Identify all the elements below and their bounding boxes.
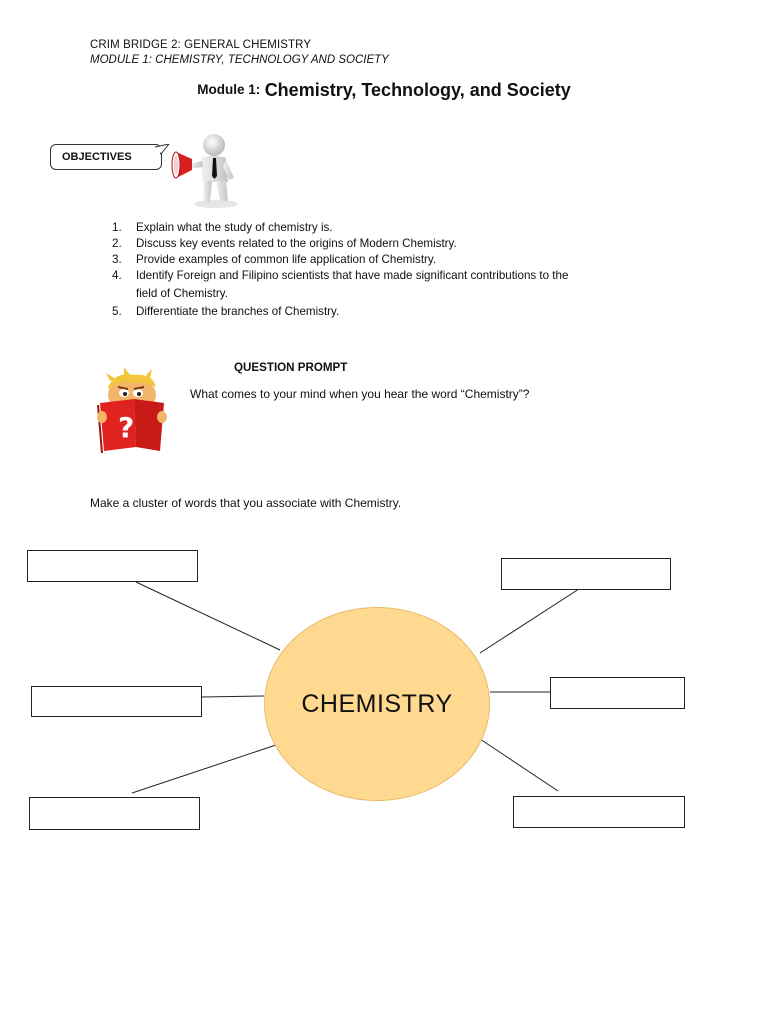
course-header: CRIM BRIDGE 2: GENERAL CHEMISTRY <box>90 39 312 51</box>
word-box-top-right[interactable] <box>501 558 671 590</box>
list-item: 1. Explain what the study of chemistry is. <box>112 221 333 234</box>
list-item: 2. Discuss key events related to the origins of Modern Chemistry. <box>112 237 457 250</box>
objectives-label: OBJECTIVES <box>50 144 162 170</box>
list-item-line2: field of Chemistry. <box>136 287 228 300</box>
center-word: CHEMISTRY <box>301 689 453 718</box>
list-item: 4. Identify Foreign and Filipino scientists that have made significant contributions to the field of Chemistry. <box>112 269 569 300</box>
question-prompt-heading: QUESTION PROMPT <box>234 361 348 374</box>
question-text: What comes to your mind when you hear the word “Chemistry”? <box>190 387 530 401</box>
title-main: Chemistry, Technology, and Society <box>264 80 571 100</box>
list-item-line1: Identify Foreign and Filipino scientists that have made significant contributions to the <box>136 269 569 282</box>
title-prefix: Module 1: <box>197 82 261 97</box>
list-item: 3. Provide examples of common life application of Chemistry. <box>112 253 437 266</box>
center-ellipse <box>264 607 490 801</box>
word-box-bottom-right[interactable] <box>513 796 685 828</box>
module-subheader: MODULE 1: CHEMISTRY, TECHNOLOGY AND SOCIETY <box>90 54 389 66</box>
word-box-middle-right[interactable] <box>550 677 685 709</box>
word-box-middle-left[interactable] <box>31 686 202 717</box>
activity-instruction: Make a cluster of words that you associate with Chemistry. <box>90 496 402 510</box>
word-box-bottom-left[interactable] <box>29 797 200 830</box>
svg-text:?: ? <box>118 411 135 444</box>
list-item: 5. Differentiate the branches of Chemistry. <box>112 305 340 318</box>
word-box-top-left[interactable] <box>27 550 198 582</box>
